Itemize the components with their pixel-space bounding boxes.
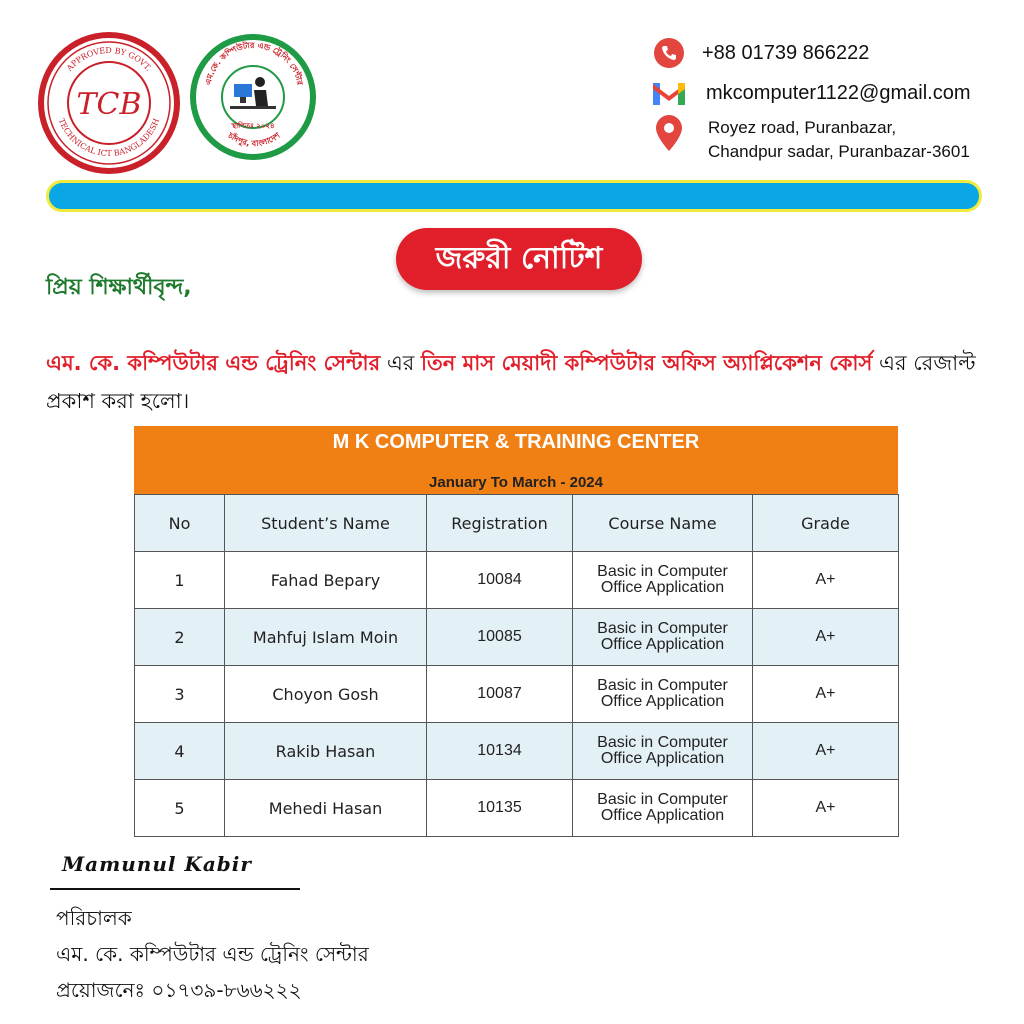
signature: Mamunul Kabir <box>62 852 252 876</box>
cell-registration: 10085 <box>427 609 573 666</box>
svg-text:এম.কে. কম্পিউটার এন্ড ট্রেনিং: এম.কে. কম্পিউটার এন্ড ট্রেনিং সেন্টার <box>203 40 305 86</box>
cell-name: Mehedi Hasan <box>225 780 427 837</box>
svg-text:TECHNICAL ICT BANGLADESH: TECHNICAL ICT BANGLADESH <box>56 117 162 159</box>
course-line-1: Basic in Computer <box>597 734 728 751</box>
course-name: তিন মাস মেয়াদী কম্পিউটার অফিস অ্যাপ্লিকেশন কোর্স <box>421 351 873 375</box>
header-divider-bar <box>46 180 982 212</box>
cell-course <box>573 723 753 780</box>
results-grid <box>134 494 899 837</box>
course-line-1: Basic in Computer <box>597 791 728 808</box>
cell-name: Rakib Hasan <box>225 723 427 780</box>
course-line-2: Office Application <box>600 579 725 596</box>
cell-grade: A+ <box>753 666 899 723</box>
cell-name: Fahad Bepary <box>225 552 427 609</box>
signature-line <box>50 888 300 890</box>
cell-grade: A+ <box>753 552 899 609</box>
cell-course <box>573 552 753 609</box>
cell-no: 1 <box>135 552 225 609</box>
tcb-logo <box>36 30 182 176</box>
cell-name: Mahfuj Islam Moin <box>225 609 427 666</box>
institute-name: এম. কে. কম্পিউটার এন্ড ট্রেনিং সেন্টার <box>46 351 381 375</box>
address-line-2: Chandpur sadar, Puranbazar-3601 <box>708 142 970 161</box>
cell-registration: 10087 <box>427 666 573 723</box>
column-header-no: No <box>135 495 225 552</box>
column-header-registration: Registration <box>427 495 573 552</box>
cell-grade: A+ <box>753 723 899 780</box>
signatory-organization: এম. কে. কম্পিউটার এন্ড ট্রেনিং সেন্টার <box>56 942 369 966</box>
table-row <box>135 552 899 609</box>
cell-name: Choyon Gosh <box>225 666 427 723</box>
table-header-banner <box>134 426 898 494</box>
address-line-1: Royez road, Puranbazar, <box>708 118 897 137</box>
gmail-icon <box>652 76 686 110</box>
contact-email <box>652 76 970 110</box>
paragraph-ending: এর রেজাল্ট প্রকাশ করা হলো। <box>46 351 976 413</box>
svg-text:APPROVED BY GOVT.: APPROVED BY GOVT. <box>65 45 154 73</box>
signatory-role: পরিচালক <box>56 906 132 930</box>
column-header-name: Student’s Name <box>225 495 427 552</box>
header-row <box>135 495 899 552</box>
signatory-contact: প্রয়োজনেঃ ০১৭৩৯-৮৬৬২২২ <box>56 978 302 1002</box>
table-row <box>135 609 899 666</box>
cell-course <box>573 780 753 837</box>
table-row <box>135 723 899 780</box>
results-table <box>134 426 898 834</box>
table-row <box>135 780 899 837</box>
contact-address <box>652 116 970 164</box>
course-line-1: Basic in Computer <box>597 677 728 694</box>
course-line-2: Office Application <box>600 693 725 710</box>
svg-text:স্থাপিতঃ ২০২৪: স্থাপিতঃ ২০২৪ <box>231 122 275 130</box>
cell-course <box>573 666 753 723</box>
phone-number: +88 01739 866222 <box>702 41 870 64</box>
table-subtitle: January To March - 2024 <box>429 474 603 491</box>
email-address: mkcomputer1122@gmail.com <box>706 81 971 104</box>
greeting: প্রিয় শিক্ষার্থীবৃন্দ, <box>46 275 192 300</box>
cell-no: 3 <box>135 666 225 723</box>
cell-course <box>573 609 753 666</box>
cell-no: 4 <box>135 723 225 780</box>
urgent-notice-badge: জরুরী নোটিশ <box>396 228 642 290</box>
table-row <box>135 666 899 723</box>
course-line-1: Basic in Computer <box>597 563 728 580</box>
column-header-grade: Grade <box>753 495 899 552</box>
phone-icon <box>652 36 686 70</box>
column-header-course: Course Name <box>573 495 753 552</box>
course-line-2: Office Application <box>600 807 725 824</box>
svg-text:চাঁদপুর, বাংলাদেশ: চাঁদপুর, বাংলাদেশ <box>226 130 282 149</box>
course-line-2: Office Application <box>600 636 725 653</box>
course-line-2: Office Application <box>600 750 725 767</box>
paragraph-connector: এর <box>380 351 422 375</box>
address-text <box>708 116 970 164</box>
cell-registration: 10084 <box>427 552 573 609</box>
course-line-1: Basic in Computer <box>597 620 728 637</box>
cell-registration: 10135 <box>427 780 573 837</box>
mk-training-logo <box>188 32 318 162</box>
cell-registration: 10134 <box>427 723 573 780</box>
svg-text:TCB: TCB <box>76 87 142 122</box>
table-title: M K COMPUTER & TRAINING CENTER <box>332 431 700 453</box>
cell-grade: A+ <box>753 609 899 666</box>
notice-paragraph <box>46 344 986 420</box>
signatory-block <box>56 900 369 1008</box>
cell-grade: A+ <box>753 780 899 837</box>
cell-no: 5 <box>135 780 225 837</box>
location-pin-icon <box>652 116 686 150</box>
cell-no: 2 <box>135 609 225 666</box>
contact-phone <box>652 36 869 70</box>
